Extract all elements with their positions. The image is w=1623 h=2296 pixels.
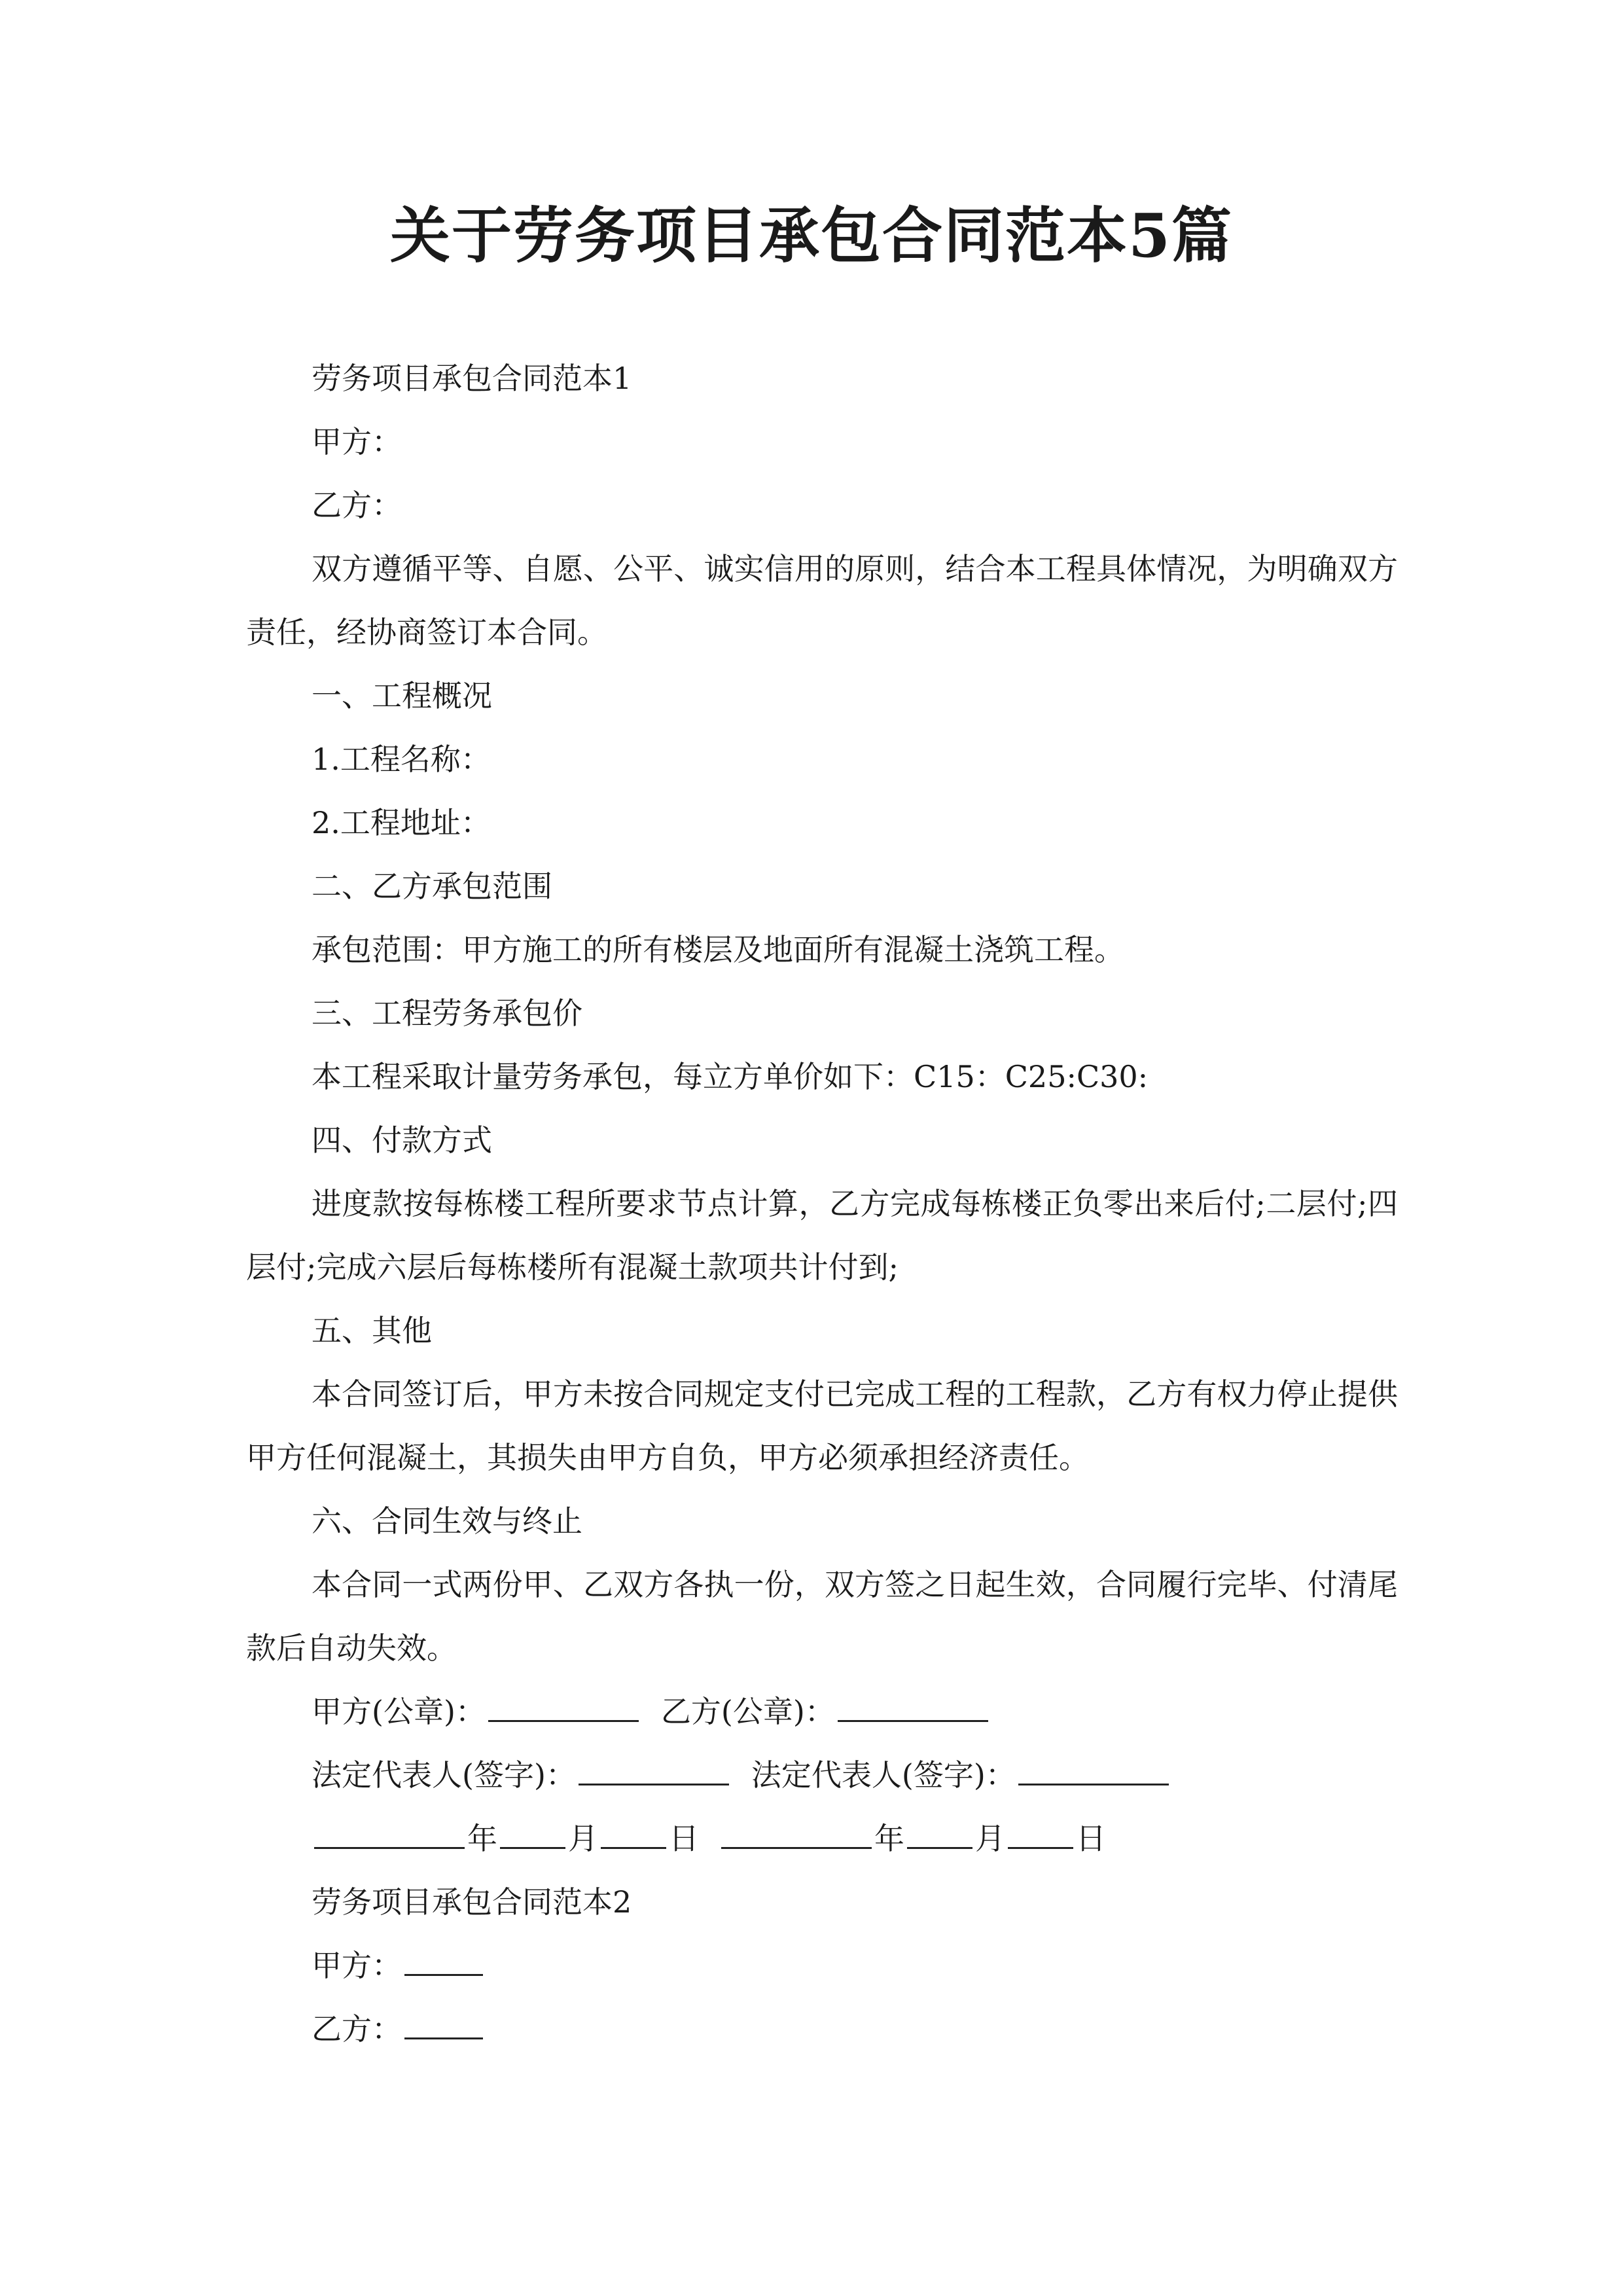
section-heading: 劳务项目承包合同范本1 [312,361,632,396]
paragraph: 本合同一式两份甲、乙双方各执一份，双方签之日起生效，合同履行完毕、付清尾款后自动失效。 [246,1567,1398,1666]
rep-b-blank[interactable] [1018,1751,1169,1785]
party-a-seal-label: 甲方(公章)： [312,1694,486,1729]
clause-item: 1.工程名称： [312,742,491,777]
paragraph: 本工程采取计量劳务承包，每立方单价如下：C15：C25:C30: [312,1059,1149,1094]
clause-heading: 二、乙方承包范围 [312,869,552,904]
paragraph: 本合同签订后，甲方未按合同规定支付已完成工程的工程款，乙方有权力停止提供甲方任何混凝土，其损失由甲方自负，甲方必须承担经济责任。 [246,1376,1398,1475]
day-label: 日 [1076,1821,1106,1856]
party-b-seal-blank[interactable] [838,1687,988,1722]
paragraph: 承包范围：甲方施工的所有楼层及地面所有混凝土浇筑工程。 [312,932,1124,967]
date-b-day-blank[interactable] [1008,1814,1073,1849]
date-b-month-blank[interactable] [907,1814,972,1849]
section-heading: 劳务项目承包合同范本2 [312,1884,632,1920]
document-title: 关于劳务项目承包合同范本5篇 [389,200,1233,271]
party-b-line-2 [246,1998,1398,2061]
clause-heading: 三、工程劳务承包价 [312,996,582,1031]
rep-a-blank[interactable] [579,1751,729,1785]
paragraph: 双方遵循平等、自愿、公平、诚实信用的原则，结合本工程具体情况，为明确双方责任，经协商签订本合同。 [246,551,1398,650]
clause-heading: 四、付款方式 [312,1122,492,1158]
party-a-label: 甲方： [312,1948,402,1983]
party-a-seal-blank[interactable] [488,1687,639,1722]
date-a-day-blank[interactable] [601,1814,666,1849]
date-a-month-blank[interactable] [500,1814,565,1849]
paragraph: 进度款按每栋楼工程所要求节点计算，乙方完成每栋楼正负零出来后付;二层付;四层付;完成六层后每栋楼所有混凝土款项共计付到; [246,1186,1398,1285]
clause-heading: 五、其他 [312,1313,432,1348]
seal-line [246,1680,1398,1744]
clause-item: 2.工程地址： [312,805,491,840]
date-a-year-blank[interactable] [314,1814,465,1849]
year-label: 年 [467,1821,497,1856]
party-b-blank[interactable] [404,2005,483,2039]
date-b-year-blank[interactable] [721,1814,872,1849]
party-b-label: 乙方： [312,2011,402,2047]
clause-heading: 六、合同生效与终止 [312,1503,582,1539]
party-a-line-2 [246,1934,1398,1998]
date-line [246,1807,1398,1871]
month-label: 月 [568,1821,598,1856]
party-a-blank[interactable] [404,1941,483,1976]
rep-a-label: 法定代表人(签字)： [312,1757,576,1793]
party-b-line: 乙方： [312,488,402,523]
year-label: 年 [874,1821,904,1856]
rep-b-label: 法定代表人(签字)： [751,1757,1016,1793]
party-a-line: 甲方： [312,424,402,459]
day-label: 日 [669,1821,699,1856]
month-label: 月 [975,1821,1005,1856]
representative-line [246,1744,1398,1807]
party-b-seal-label: 乙方(公章)： [660,1694,835,1729]
clause-heading: 一、工程概况 [312,678,492,713]
document-body [246,347,1398,2061]
